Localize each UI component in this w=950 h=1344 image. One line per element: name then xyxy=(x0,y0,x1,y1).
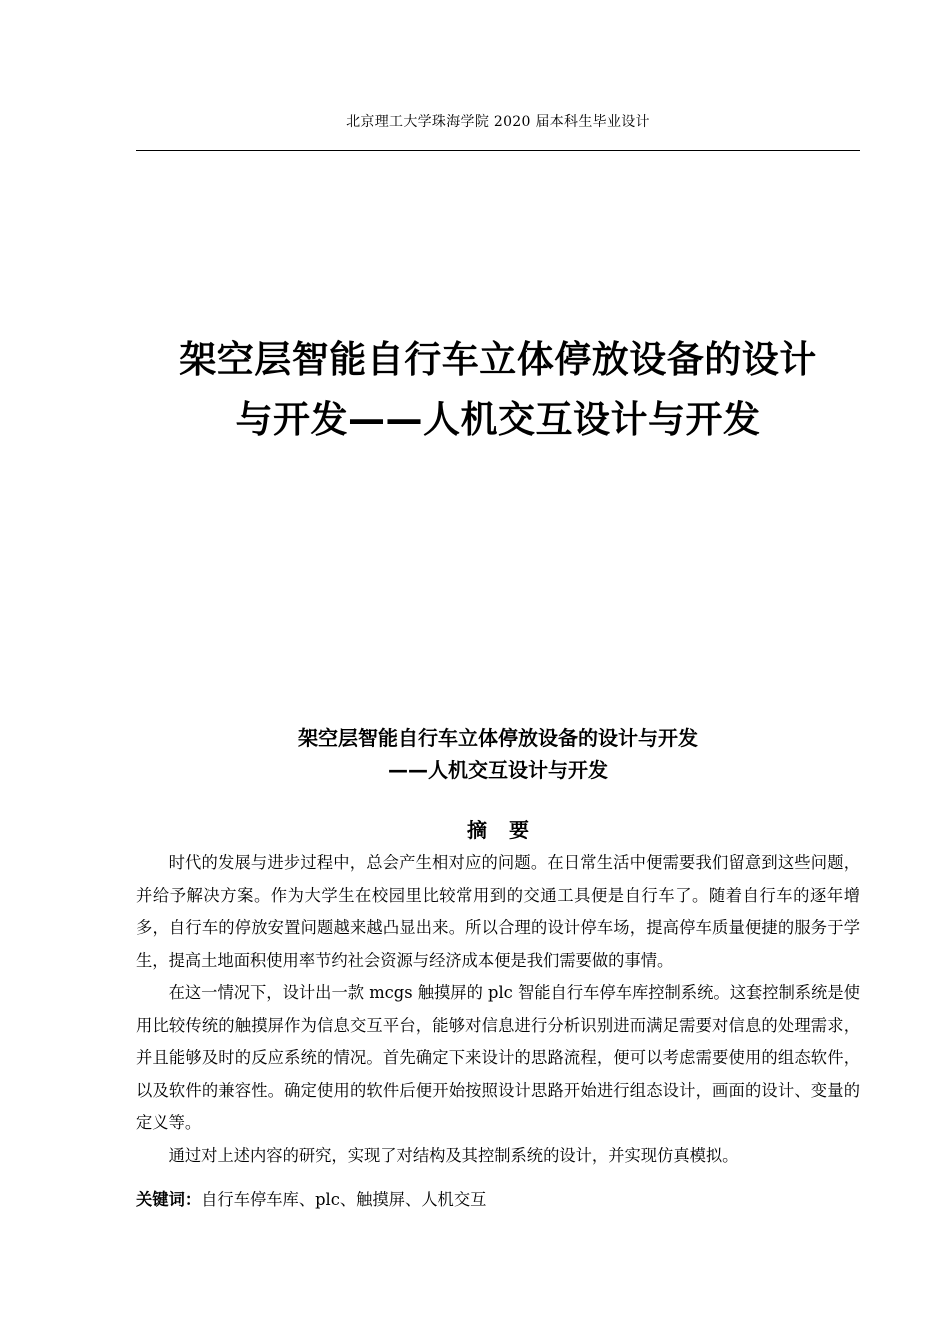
page-title-line-2: 与开发——人机交互设计与开发 xyxy=(235,398,761,441)
abstract-paragraph: 通过对上述内容的研究，实现了对结构及其控制系统的设计，并实现仿真模拟。 xyxy=(168,1145,739,1165)
abstract-title xyxy=(100,722,896,786)
abstract-title-line-2: ——人机交互设计与开发 xyxy=(388,758,608,782)
abstract-paragraph: 时代的发展与进步过程中，总会产生相对应的问题。在日常生活中便需要我们留意到这些问题，并给予解决方案。作为大学生在校园里比较常用到的交通工具便是自行车了。随着自行车的逐年增多，自行车的停放安置问题越来越凸显出来。所以合理的设计停车场，提高停车质量便捷的服务于学生，提高土地面积使用率节约社会资源与经济成本便是我们需要做的事情。 xyxy=(136,853,860,970)
abstract-paragraph: 在这一情况下，设计出一款 mcgs 触摸屏的 plc 智能自行车停车库控制系统。这套控制系统是使用比较传统的触摸屏作为信息交互平台，能够对信息进行分析识别进而满足需要对信息的处理需求，并且能够及时的反应系统的情况。首先确定下来设计的思路流程，便可以考虑需要使用的组态软件，以及软件的兼容性。确定使用的软件后便开始按照设计思路开始进行组态设计，画面的设计、变量的定义等。 xyxy=(136,983,860,1132)
abstract-title-line-1: 架空层智能自行车立体停放设备的设计与开发 xyxy=(298,726,698,750)
page-title-line-1: 架空层智能自行车立体停放设备的设计 xyxy=(179,338,817,381)
keywords-label: 关键词： xyxy=(136,1190,202,1209)
keywords-value: 自行车停车库、plc、触摸屏、人机交互 xyxy=(201,1190,487,1209)
keywords-line xyxy=(136,1184,860,1216)
page-title xyxy=(100,330,896,450)
running-header: 北京理工大学珠海学院 2020 届本科生毕业设计 xyxy=(346,114,650,130)
abstract-body xyxy=(136,847,860,1172)
abstract-heading: 摘要 xyxy=(467,818,551,842)
header-rule xyxy=(136,150,860,151)
